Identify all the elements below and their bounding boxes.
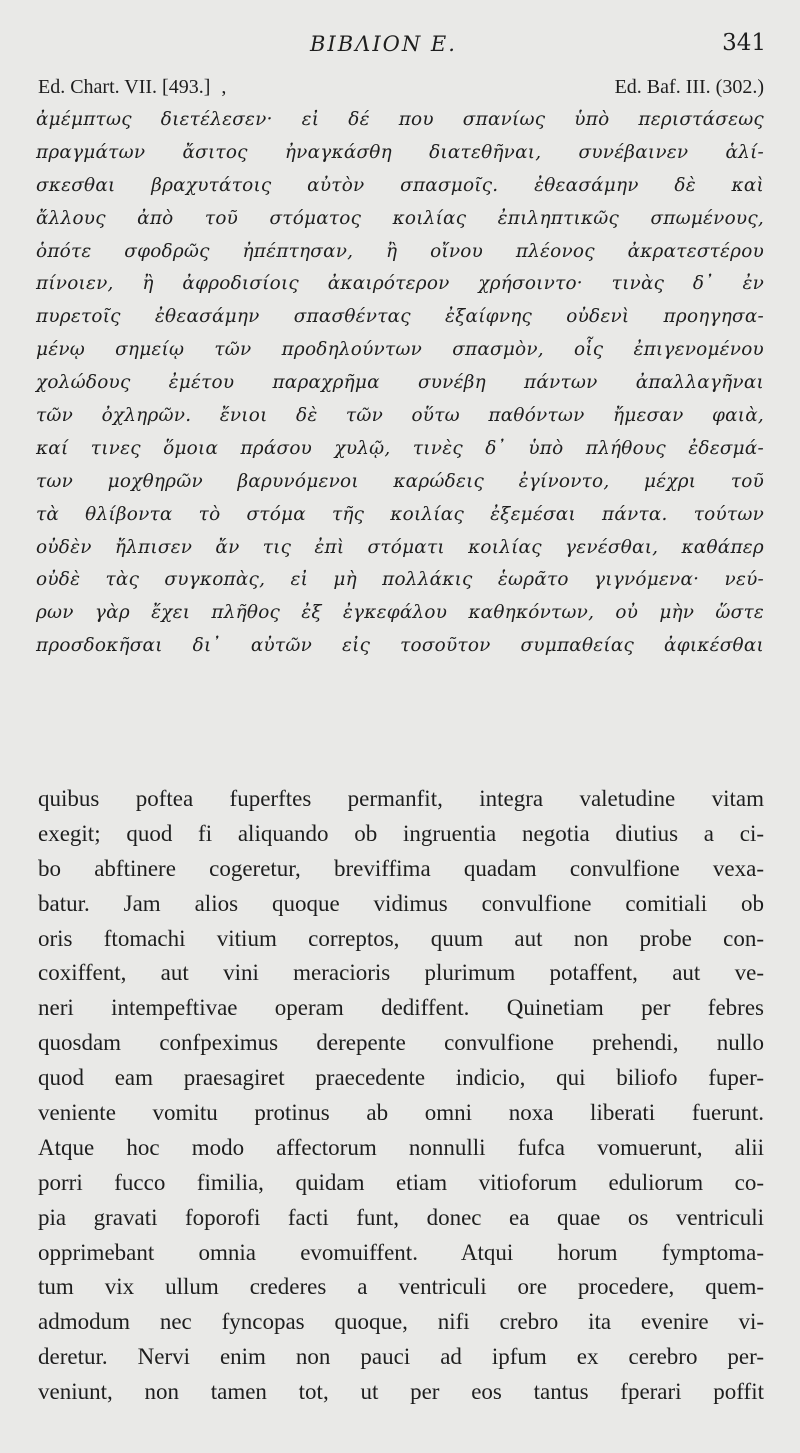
greek-text-line: καί τινες ὅμοια πράσου χυλῷ, τινὲς δ᾽ ὑπὸ πλήθους ἐδεσμά- <box>36 437 764 459</box>
greek-text-line: μένῳ σημείῳ τῶν προδηλούντων σπασμὸν, οἷς ἐπιγενομένου <box>36 339 764 361</box>
greek-text-line: οὐδὲ τὰς συγκοπὰς, εἰ μὴ πολλάκις ἑωρᾶτο γιγνόμενα· νεύ- <box>36 569 764 591</box>
edition-reference-left-group <box>38 76 226 99</box>
latin-text-line: veniente vomitu protinus ab omni noxa liberati fuerunt. <box>38 1100 764 1126</box>
latin-text-line: porri fucco fimilia, quidam etiam vitioforum eduliorum co- <box>38 1169 764 1195</box>
latin-text-line: quibus poftea fuperftes permanfit, integra valetudine vitam <box>38 786 764 811</box>
latin-text-block <box>38 782 764 1410</box>
edition-references <box>38 76 764 99</box>
latin-text-line: tum vix ullum crederes a ventriculi ore procedere, quem- <box>38 1274 764 1300</box>
greek-text-line: οὐδὲν ἤλπισεν ἄν τις ἐπὶ στόματι κοιλίας γενέσθαι, καθάπερ <box>36 536 764 558</box>
latin-text-line: coxiffent, aut vini meracioris plurimum potaffent, aut ve- <box>38 960 764 986</box>
greek-text-line: ὁπότε σφοδρῶς ἠπέπτησαν, ἢ οἴνου πλέονος ἀκρατεστέρου <box>36 240 764 262</box>
greek-text-line: ἀμέμπτως διετέλεσεν· εἰ δέ που σπανίως ὑπὸ περιστάσεως <box>36 109 764 130</box>
edition-reference-right: Ed. Baf. III. (302.) <box>614 76 764 98</box>
edition-reference-mark: , <box>221 76 227 98</box>
greek-text-line: σκεσθαι βραχυτάτοις αὐτὸν σπασμοῖς. ἐθεασάμην δὲ καὶ <box>36 174 764 196</box>
latin-text-line: opprimebant omnia evomuiffent. Atqui horum fymptoma- <box>38 1239 764 1265</box>
latin-text-line: quod eam praesagiret praecedente indicio, qui biliofo fuper- <box>38 1065 764 1091</box>
running-title: BIBΛION E. <box>310 32 457 56</box>
latin-text-line: oris ftomachi vitium correptos, quum aut non probe con- <box>38 925 764 951</box>
edition-reference-left: Ed. Chart. VII. [493.] <box>38 76 211 98</box>
latin-text-line: bo abftinere cogeretur, breviffima quadam convulfione vexa- <box>38 855 764 881</box>
greek-text-line: πραγμάτων ἄσιτος ἠναγκάσθη διατεθῆναι, συνέβαινεν ἁλί- <box>36 141 764 163</box>
latin-text-line: pia gravati foporofi facti funt, donec ea quae os ventriculi <box>38 1204 764 1230</box>
greek-text-line: ρων γὰρ ἔχει πλῆθος ἐξ ἐγκεφάλου καθηκόντων, οὐ μὴν ὥστε <box>36 602 764 624</box>
greek-text-line: χολώδους ἐμέτου παραχρῆμα συνέβη πάντων ἀπαλλαγῆναι <box>36 372 764 394</box>
latin-text-line: admodum nec fyncopas quoque, nifi crebro ita evenire vi- <box>38 1309 764 1335</box>
latin-text-line: quosdam confpeximus derepente convulfione prehendi, nullo <box>38 1030 764 1056</box>
latin-text-line: Atque hoc modo affectorum nonnulli fufca vomuerunt, alii <box>38 1134 764 1160</box>
greek-text-line: πυρετοῖς ἐθεασάμην σπασθέντας ἐξαίφνης οὐδενὶ προηγησα- <box>36 306 764 328</box>
latin-text-line: batur. Jam alios quoque vidimus convulfione comitiali ob <box>38 890 764 916</box>
latin-text-line: neri intempeftivae operam dediffent. Quinetiam per febres <box>38 995 764 1021</box>
greek-text-line: ἄλλους ἀπὸ τοῦ στόματος κοιλίας ἐπιληπτικῶς σπωμένους, <box>36 207 764 229</box>
latin-text-line: veniunt, non tamen tot, ut per eos tantus fperari poffit <box>38 1379 764 1405</box>
greek-text-line: των μοχθηρῶν βαρυνόμενοι καρώδεις ἐγίνοντο, μέχρι τοῦ <box>36 470 764 492</box>
greek-text-line: πίνοιεν, ἢ ἀφροδισίοις ἀκαιρότερον χρήσοιντο· τινὰς δ᾽ ἐν <box>36 273 764 295</box>
greek-text-line: προσδοκῆσαι δι᾽ αὐτῶν εἰς τοσοῦτον συμπαθείας ἀφικέσθαι <box>36 635 764 657</box>
greek-text-block <box>36 104 764 663</box>
page-number: 341 <box>722 30 766 56</box>
greek-text-line: τῶν ὀχληρῶν. ἔνιοι δὲ τῶν οὕτω παθόντων ἤμεσαν φαιὰ, <box>36 405 764 427</box>
latin-text-line: deretur. Nervi enim non pauci ad ipfum ex cerebro per- <box>38 1344 764 1370</box>
latin-text-line: exegit; quod fi aliquando ob ingruentia negotia diutius a ci- <box>38 820 764 846</box>
greek-text-line: τὰ θλίβοντα τὸ στόμα τῆς κοιλίας ἐξεμέσαι πάντα. τούτων <box>36 503 764 525</box>
